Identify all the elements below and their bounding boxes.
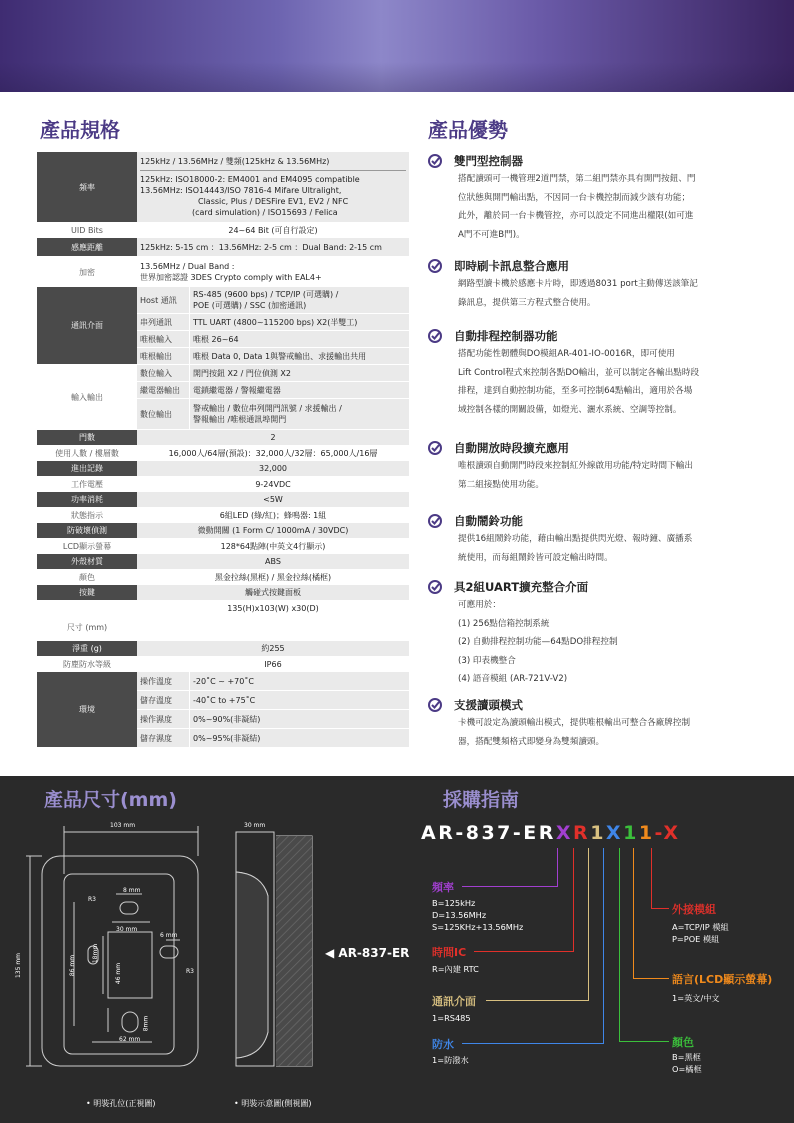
spec-label: 使用人數 / 樓層數 — [37, 446, 137, 462]
dim-r3b: R3 — [186, 968, 194, 975]
spec-value: 0%~90%(非凝結) — [190, 710, 410, 729]
spec-row-weight — [37, 641, 409, 657]
dim-h46: 46 mm — [115, 962, 123, 985]
spec-row — [37, 477, 409, 493]
spec-row — [37, 539, 409, 555]
spec-value: IP66 — [137, 657, 409, 673]
advantage-heading — [428, 578, 758, 596]
advantage-body — [458, 345, 758, 419]
spec-sub-label: 繼電器輸出 — [137, 382, 190, 399]
spec-label: 狀態指示 — [37, 508, 137, 524]
spec-label: 外殼材質 — [37, 554, 137, 570]
dim-h18: 18mm — [92, 943, 100, 964]
spec-row-frequency — [37, 152, 409, 223]
advantage-heading — [428, 257, 758, 275]
spec-value: 微動開關 (1 Form C/ 1000mA / 30VDC) — [137, 523, 409, 539]
advantage-line: 卡機可設定為讀頭輸出模式，提供唯根輸出可整合各廠牌控制 — [458, 718, 691, 728]
spec-sub-label: 唯根輸入 — [137, 331, 190, 348]
advantage-line: Lift Control程式來控制各點DO輸出，並可以制定各輸出點時段 — [458, 367, 700, 378]
dim-w30: 30 mm — [244, 822, 266, 829]
check-circle-icon — [428, 514, 442, 528]
advantage-line: 此外，離於同一台卡機管控，亦可以設定不同進出權限(如可進 — [458, 211, 694, 221]
advantage-item — [428, 696, 758, 751]
spec-value: 約255 — [137, 641, 409, 657]
code-rtc: R — [573, 822, 591, 844]
advantage-heading — [428, 512, 758, 530]
check-circle-icon — [428, 154, 442, 168]
order-code — [421, 822, 681, 844]
spec-value: 128*64點陣(中英文4行顯示) — [137, 539, 409, 555]
spec-value: 2 — [137, 430, 409, 446]
advantage-body — [458, 275, 758, 312]
spec-label: LCD顯示螢幕 — [37, 539, 137, 555]
spec-label: 尺寸 (mm) — [37, 601, 137, 642]
advantage-line: (1) 256點信箱控制系統 — [458, 618, 550, 629]
spec-row — [37, 492, 409, 508]
advantage-item — [428, 578, 758, 689]
spec-sub-label: 儲存溫度 — [137, 691, 190, 710]
dim-w103: 103 mm — [110, 822, 136, 829]
spec-label: 按鍵 — [37, 585, 137, 601]
advantage-line: (4) 語音模組 (AR-721V-V2) — [458, 674, 568, 684]
advantage-heading — [428, 439, 758, 457]
spec-value: TTL UART (4800~115200 bps) X2(半雙工) — [190, 314, 410, 331]
order-comm-values: 1=RS485 — [432, 1013, 471, 1023]
spec-row — [37, 446, 409, 462]
advantage-line: (3) 印表機整合 — [458, 655, 516, 666]
spec-sub-label: 儲存濕度 — [137, 729, 190, 748]
spec-row-ip — [37, 657, 409, 673]
dim-w62: 62 mm — [119, 1036, 141, 1043]
spec-row — [37, 523, 409, 539]
spec-value: 0%~95%(非凝結) — [190, 729, 410, 748]
check-circle-icon — [428, 698, 442, 712]
note-side: • 明裝示意圖(側視圖) — [234, 1099, 312, 1108]
ordering-title: 採購指南 — [443, 789, 520, 811]
order-freq-values: B=125kHz D=13.56MHz S=125KHz+13.56MHz — [432, 898, 524, 932]
advantage-line: 搭配讀頭可一機管理2道門禁，第二組門禁亦具有開門按鈕、門 — [458, 174, 696, 184]
code-base: AR-837-ER — [421, 822, 556, 844]
advantage-heading — [428, 696, 758, 714]
dim-h8: 8mm — [142, 1015, 150, 1032]
spec-value: 16,000人/64層(預設)：32,000人/32層：65,000人/16層 — [137, 446, 409, 462]
spec-value: 24~64 Bit (可自行設定) — [137, 223, 409, 239]
freq-line1: 125kHz / 13.56MHz / 雙頻(125kHz & 13.56MHz) — [140, 157, 330, 166]
check-circle-icon — [428, 259, 442, 273]
spec-value: 黑金拉絲(黑框) / 黑金拉絲(橘框) — [137, 570, 409, 586]
advantage-line: (2) 自動排程控制功能—64點DO排程控制 — [458, 637, 618, 647]
advantage-item — [428, 512, 758, 567]
spec-value: 唯根 26~64 — [190, 331, 410, 348]
advantage-line: 器，搭配雙頻格式即變身為雙頻讀頭。 — [458, 736, 605, 747]
spec-label: 加密 — [37, 257, 137, 288]
order-color-label: 顏色 — [672, 1036, 694, 1049]
advantage-line: 錄訊息，提供第三方程式整合使用。 — [458, 297, 596, 308]
advantage-item — [428, 439, 758, 494]
enc-value1: 13.56MHz / Dual Band : — [140, 262, 235, 271]
spec-value: -40˚C to +75˚C — [190, 691, 410, 710]
advantages-title: 產品優勢 — [428, 118, 508, 142]
spec-sub-label: 串列通訊 — [137, 314, 190, 331]
spec-value: 6組LED (綠/紅)；蜂鳴器: 1組 — [137, 508, 409, 524]
advantage-line: A門不可進B門)。 — [458, 229, 525, 240]
spec-label: 顏色 — [37, 570, 137, 586]
advantage-line: 位狀態與開門輸出點，不因同一台卡機控制而減少該有功能； — [458, 192, 691, 203]
spec-row-range — [37, 238, 409, 257]
advantage-heading-text: 支援讀頭模式 — [454, 698, 523, 712]
spec-label: UID Bits — [37, 223, 137, 239]
advantage-heading-text: 具2組UART擴充整合介面 — [454, 580, 589, 594]
spec-value: -20˚C ~ +70˚C — [190, 672, 410, 691]
advantage-body — [458, 596, 758, 689]
order-comm-label: 通訊介面 — [432, 995, 476, 1008]
spec-value: 125kHz: 5-15 cm ：13.56MHz: 2-5 cm ：Dual Band: 2-15 cm — [137, 238, 409, 257]
code-ext: -X — [654, 822, 681, 844]
spec-value: POE (可選購) / SSC (加密通訊) — [193, 301, 307, 310]
spec-row — [37, 461, 409, 477]
advantage-line: 第二組接點使用功能。 — [458, 479, 544, 490]
spec-row — [37, 585, 409, 601]
advantage-heading-text: 自動鬧鈴功能 — [454, 514, 523, 528]
spec-sub-label: 操作溫度 — [137, 672, 190, 691]
spec-label: 進出記錄 — [37, 461, 137, 477]
order-rtc-label: 時間IC — [432, 946, 467, 959]
advantage-line: 統使用，而每組鬧鈴皆可設定輸出時間。 — [458, 552, 613, 563]
code-lang: 1 — [638, 822, 655, 844]
spec-value: 135(H)x103(W) x30(D) — [137, 601, 409, 642]
advantage-body — [458, 457, 758, 494]
spec-label: 功率消耗 — [37, 492, 137, 508]
spec-label: 感應距離 — [37, 238, 137, 257]
spec-value: 警報輸出 /唯根通訊埠開門 — [193, 415, 287, 424]
order-water-label: 防水 — [432, 1038, 454, 1051]
dim-w6: 6 mm — [160, 932, 178, 939]
freq-line2c: Classic, Plus / DESFire EV1, EV2 / NFC — [198, 197, 349, 206]
check-circle-icon — [428, 580, 442, 594]
spec-sub-label: 唯根輸出 — [137, 348, 190, 365]
spec-sub-label: 操作濕度 — [137, 710, 190, 729]
header-banner — [0, 0, 794, 92]
advantage-body — [458, 714, 758, 751]
order-color-values: B=黑框 O=橘框 — [672, 1052, 702, 1074]
dimensions-title: 產品尺寸(mm) — [44, 789, 177, 811]
spec-value: 電鎖繼電器 / 警報繼電器 — [190, 382, 410, 399]
advantage-heading-text: 自動開放時段擴充應用 — [454, 441, 569, 455]
spec-label: 環境 — [37, 672, 137, 748]
order-rtc-values: R=內建 RTC — [432, 964, 479, 974]
spec-value: <5W — [137, 492, 409, 508]
dim-w30b: 30 mm — [116, 926, 138, 933]
dim-h135: 135 mm — [15, 952, 23, 979]
advantage-line: 提供16組鬧鈴功能，藉由輸出點提供閃光燈、報時鐘、廣播系 — [458, 534, 693, 544]
spec-value: 32,000 — [137, 461, 409, 477]
advantage-item — [428, 327, 758, 419]
code-color: 1 — [623, 822, 639, 844]
code-freq: X — [555, 822, 574, 844]
advantage-item — [428, 257, 758, 312]
front-outline — [42, 856, 198, 1066]
spec-sub-label: Host 通訊 — [137, 287, 190, 314]
advantage-line: 唯根讀頭自動開門時段來控制紅外線啟用功能/特定時間下輸出 — [458, 461, 693, 471]
check-circle-icon — [428, 441, 442, 455]
advantage-line: 網路型讀卡機於感應卡片時，即透過8031 port主動傳送該筆記 — [458, 279, 698, 289]
spec-label: 工作電壓 — [37, 477, 137, 493]
order-freq-label: 頻率 — [432, 881, 454, 894]
spec-value: RS-485 (9600 bps) / TCP/IP (可選購) / — [193, 290, 339, 299]
spec-label: 頻率 — [37, 152, 137, 223]
spec-row-encryption — [37, 257, 409, 288]
spec-value: ABS — [137, 554, 409, 570]
advantage-heading — [428, 327, 758, 345]
spec-label: 輸入輸出 — [37, 365, 137, 430]
advantage-line: 搭配功能性韌體與DO模組AR-401-IO-0016R，即可使用 — [458, 349, 675, 359]
advantage-line: 排程，達到自動控制功能，至多可控制64點輸出，適用於各場 — [458, 386, 693, 396]
spec-row — [37, 430, 409, 446]
advantage-body — [458, 530, 758, 567]
check-circle-icon — [428, 329, 442, 343]
advantage-heading-text: 雙門型控制器 — [454, 154, 523, 168]
advantage-heading — [428, 152, 758, 170]
advantage-item — [428, 152, 758, 244]
spec-row — [37, 508, 409, 524]
spec-row — [37, 554, 409, 570]
spec-value: 9-24VDC — [137, 477, 409, 493]
advantage-line: 域控制各樣的開關設備，如燈光、灑水系統、空調等控制。 — [458, 404, 682, 415]
spec-row-io — [37, 365, 409, 382]
order-lang-values: 1=英文/中文 — [672, 993, 720, 1003]
spec-row-comm — [37, 287, 409, 314]
advantage-heading-text: 即時刷卡訊息整合應用 — [454, 259, 569, 273]
model-pointer: ◀ AR-837-ER — [325, 946, 410, 960]
enc-value2: 世界加密認證 3DES Crypto comply with EAL4+ — [140, 273, 322, 282]
spec-label: 門數 — [37, 430, 137, 446]
dim-r3a: R3 — [88, 896, 96, 903]
spec-row — [37, 570, 409, 586]
spec-row-uid — [37, 223, 409, 239]
spec-value: 警戒輸出 / 數位串列開門訊號 / 求援輸出 / — [193, 404, 342, 413]
code-comm: 1 — [590, 822, 606, 844]
spec-row-env — [37, 672, 409, 691]
dim-h86: 86 mm — [69, 954, 77, 977]
spec-label: 防塵防水等級 — [37, 657, 137, 673]
freq-line2a: 125kHz: ISO18000-2: EM4001 and EM4095 compatible — [140, 175, 360, 184]
dim-w8: 8 mm — [123, 887, 141, 894]
order-lang-label: 語言(LCD顯示螢幕) — [672, 973, 773, 986]
advantage-body — [458, 170, 758, 244]
spec-value: 開門按鈕 X2 / 門位偵測 X2 — [190, 365, 410, 382]
spec-value: 唯根 Data 0, Data 1與警戒輸出、求援輸出共用 — [190, 348, 410, 365]
note-front: • 明裝孔位(正視圖) — [86, 1099, 156, 1108]
order-water-values: 1=防潑水 — [432, 1055, 469, 1065]
spec-sub-label: 數位輸入 — [137, 365, 190, 382]
order-ext-values: A=TCP/IP 模組 P=POE 模組 — [672, 922, 729, 944]
freq-line2d: (card simulation) / ISO15693 / Felica — [192, 208, 338, 217]
advantage-line: 可應用於： — [458, 600, 501, 610]
spec-title: 產品規格 — [40, 118, 120, 142]
spec-row-size — [37, 601, 409, 642]
advantage-heading-text: 自動排程控制器功能 — [454, 329, 558, 343]
spec-value: 觸碰式按鍵面板 — [137, 585, 409, 601]
code-water: X — [605, 822, 624, 844]
spec-label: 防破壞偵測 — [37, 523, 137, 539]
spec-label: 通訊介面 — [37, 287, 137, 365]
freq-line2b: 13.56MHz: ISO14443/ISO 7816-4 Mifare Ultralight, — [140, 186, 342, 195]
spec-label: 淨重 (g) — [37, 641, 137, 657]
spec-sub-label: 數位輸出 — [137, 399, 190, 430]
order-ext-label: 外接模組 — [672, 903, 716, 916]
spec-table — [37, 152, 409, 748]
